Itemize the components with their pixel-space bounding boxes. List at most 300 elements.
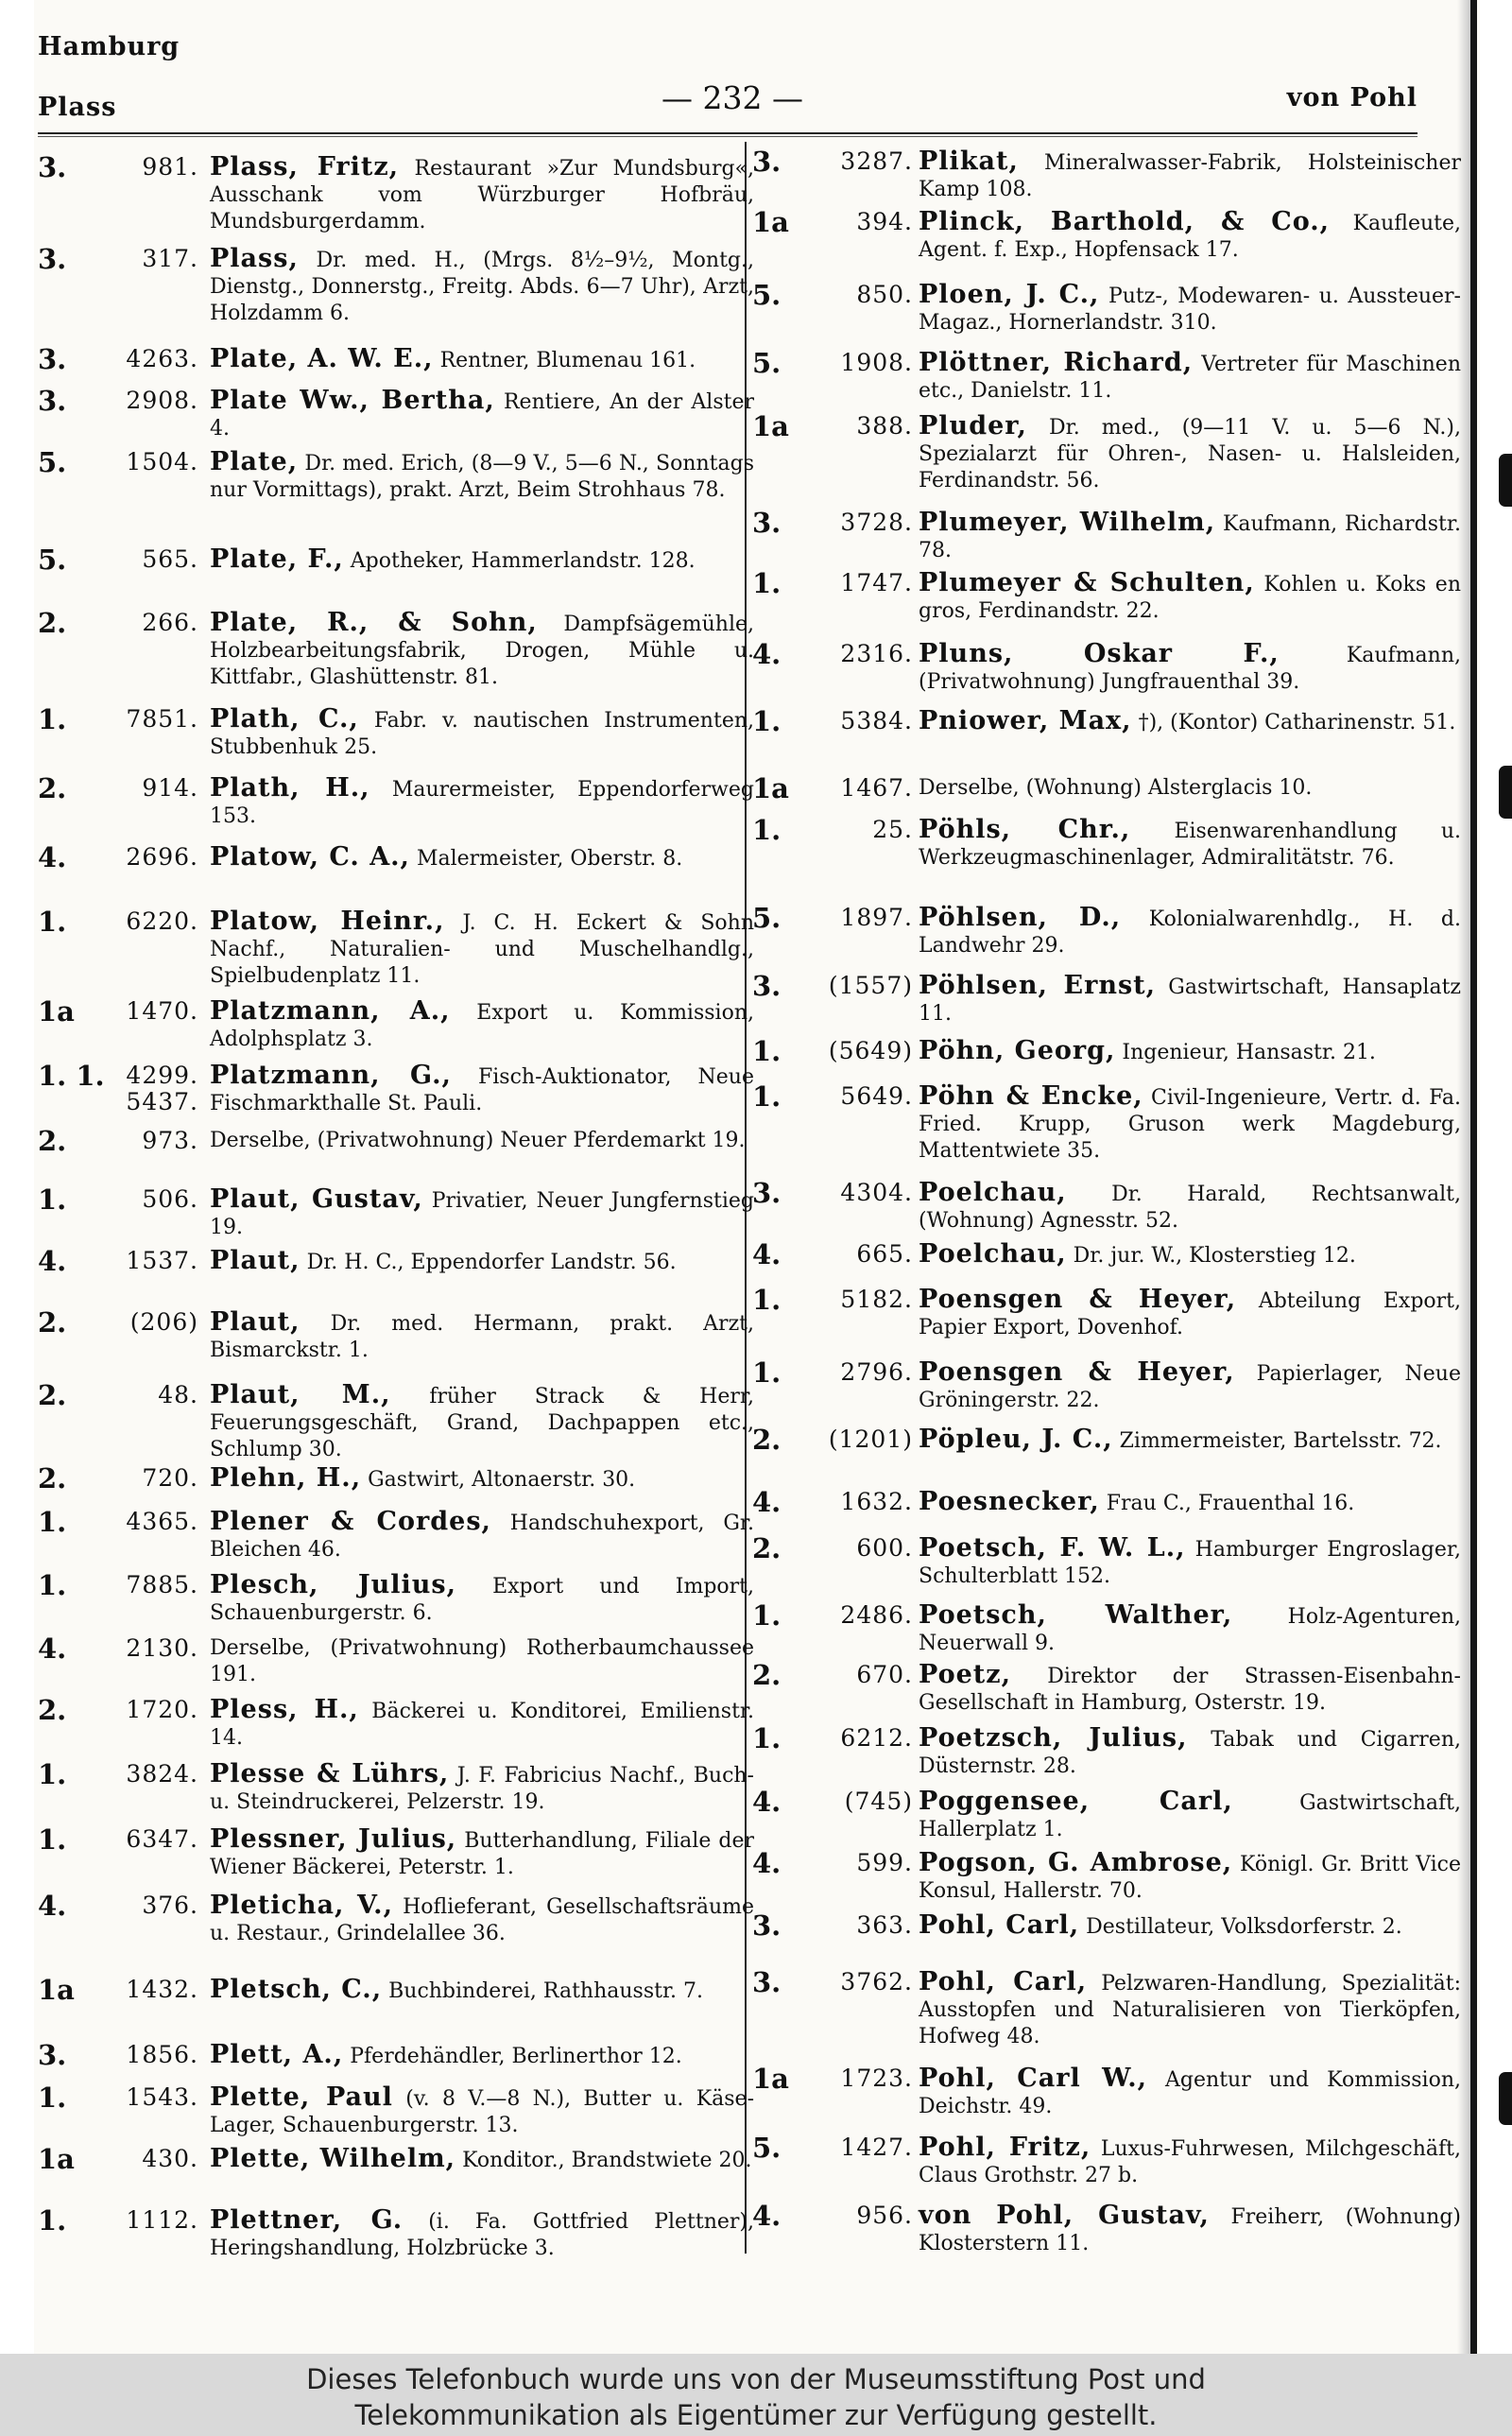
- entry-description: [919, 1083, 1461, 1165]
- entry-description: [919, 1969, 1461, 2050]
- phone-number: 266.: [142, 609, 198, 636]
- subscriber-name: Pohl, Carl,: [919, 1967, 1088, 1996]
- subscriber-name: Pöhlsen, D.,: [919, 903, 1122, 932]
- header-right-catchword: von Pohl: [1286, 83, 1418, 112]
- subscriber-name: Pöhlsen, Ernst,: [919, 971, 1157, 1000]
- phone-number: 1720.: [126, 1696, 198, 1723]
- phone-number: 394.: [856, 208, 913, 235]
- exchange-district: 4.: [752, 1238, 782, 1270]
- phone-number: 2130.: [126, 1634, 198, 1662]
- subscriber-name: Pleticha, V.,: [210, 1891, 393, 1920]
- exchange-district: 3.: [752, 1177, 782, 1209]
- phone-number: 376.: [142, 1892, 198, 1919]
- entry-description: [210, 1309, 754, 1364]
- phone-number: 1723.: [840, 2065, 913, 2092]
- phone-number: 1504.: [126, 448, 198, 475]
- entry-description: [919, 209, 1461, 264]
- entry-description: [210, 610, 754, 691]
- footer-notice: [0, 2354, 1512, 2436]
- phone-number: 7851.: [126, 705, 198, 733]
- subscriber-details: (v. 8 V.—8 N.), Butter u. Käse-Lager, Schauenburgerstr. 13.: [210, 2087, 755, 2137]
- subscriber-name: Platzmann, G.,: [210, 1061, 452, 1090]
- exchange-district: 4.: [38, 1245, 67, 1277]
- exchange-district: 1a: [752, 206, 789, 238]
- subscriber-details: Apotheker, Hammerlandstr. 128.: [350, 549, 696, 573]
- subscriber-details: Gastwirtschaft, Hansaplatz 11.: [919, 976, 1461, 1026]
- entry-description: [919, 1602, 1461, 1657]
- phone-number: 1897.: [840, 904, 913, 931]
- exchange-district: 2.: [38, 1694, 67, 1726]
- subscriber-details: Butterhandlung, Filiale der Wiener Bäckerei, Peterstr. 1.: [210, 1829, 754, 1879]
- phone-number: (206): [129, 1308, 198, 1336]
- exchange-district: 1.: [38, 2204, 67, 2237]
- subscriber-details: J. C. H. Eckert & Sohn Nachf., Naturalien- und Muschelhandlg., Spielbudenplatz 11.: [210, 911, 754, 988]
- subscriber-details: Dr. jur. W., Klosterstieg 12.: [1073, 1244, 1356, 1268]
- subscriber-details: Bäckerei u. Konditorei, Emilienstr. 14.: [210, 1700, 755, 1750]
- entry-description: [210, 1761, 754, 1816]
- subscriber-name: Plehn, H.,: [210, 1463, 362, 1493]
- subscriber-details: Malermeister, Oberstr. 8.: [416, 847, 683, 871]
- subscriber-details: Destillateur, Volksdorferstr. 2.: [1086, 1915, 1402, 1939]
- phone-number: 7885.: [126, 1571, 198, 1598]
- subscriber-name: Plate, F.,: [210, 544, 344, 574]
- phone-number: 2908.: [126, 387, 198, 414]
- subscriber-name: von Pohl, Gustav,: [919, 2201, 1210, 2230]
- exchange-district: 1.: [752, 1356, 782, 1389]
- subscriber-details: Dr. med., (9—11 V. u. 5—6 N.), Spezialarzt für Ohren-, Nasen- u. Halsleiden, Ferdinandstr. 56.: [919, 416, 1461, 492]
- subscriber-name: Platzmann, A.,: [210, 996, 451, 1026]
- subscriber-details: Holz-Agenturen, Neuerwall 9.: [919, 1605, 1461, 1655]
- subscriber-details: Tabak und Cigarren, Düsternstr. 28.: [919, 1728, 1461, 1778]
- entry-description: [919, 1359, 1461, 1414]
- exchange-district: 1.: [752, 1599, 782, 1632]
- entry-description: [210, 2207, 754, 2262]
- exchange-district: 5.: [752, 347, 782, 379]
- phone-number: 720.: [142, 1464, 198, 1492]
- subscriber-details: Ingenieur, Hansastr. 21.: [1122, 1041, 1376, 1064]
- subscriber-details: †), (Kontor) Catharinenstr. 51.: [1138, 711, 1456, 734]
- exchange-district: 4.: [752, 638, 782, 670]
- subscriber-details: Frau C., Frauenthal 16.: [1106, 1492, 1355, 1515]
- subscriber-details: Pferdehändler, Berlinerthor 12.: [350, 2045, 682, 2068]
- subscriber-details: Freiherr, (Wohnung) Klosterstern 11.: [919, 2205, 1461, 2255]
- phone-number: 317.: [142, 245, 198, 272]
- phone-number: 850.: [856, 281, 913, 308]
- exchange-district: 5.: [752, 279, 782, 311]
- phone-number: 2316.: [840, 640, 913, 667]
- subscriber-details: Buchbinderei, Rathhausstr. 7.: [388, 1979, 704, 2003]
- exchange-district: 3.: [38, 2039, 67, 2071]
- exchange-district: 4.: [752, 2200, 782, 2232]
- subscriber-name: Plette, Wilhelm,: [210, 2144, 456, 2173]
- subscriber-details: Gastwirt, Altonaerstr. 30.: [368, 1468, 636, 1492]
- exchange-district: 2.: [752, 1424, 782, 1456]
- entry-description: [919, 641, 1461, 696]
- phone-number: 5384.: [840, 707, 913, 734]
- subscriber-details: Dr. H. C., Eppendorfer Landstr. 56.: [306, 1251, 677, 1274]
- phone-number: 430.: [142, 2145, 198, 2172]
- phone-number: 6212.: [840, 1724, 913, 1752]
- subscriber-name: Poggensee, Carl,: [919, 1787, 1233, 1816]
- entry-description: [210, 154, 754, 235]
- entry-description: [210, 1826, 754, 1881]
- subscriber-details: Derselbe, (Privatwohnung) Neuer Pferdemarkt 19.: [210, 1129, 746, 1152]
- phone-number: 670.: [856, 1661, 913, 1688]
- subscriber-name: Plöttner, Richard,: [919, 348, 1194, 377]
- exchange-district: 3.: [752, 970, 782, 1002]
- exchange-district: 2.: [38, 607, 67, 639]
- phone-number: 914.: [142, 774, 198, 802]
- phone-number: 1432.: [126, 1976, 198, 2003]
- entry-description: [919, 148, 1461, 203]
- subscriber-name: Plumeyer, Wilhelm,: [919, 508, 1216, 537]
- exchange-district: 1.: [752, 814, 782, 846]
- phone-number: 1543.: [126, 2083, 198, 2111]
- subscriber-name: Plate,: [210, 447, 299, 476]
- entry-description: [919, 350, 1461, 405]
- exchange-district: 1.: [752, 567, 782, 599]
- binding-edge: [1470, 0, 1477, 2354]
- subscriber-details: Fabr. v. nautischen Instrumenten, Stubbenhuk 25.: [210, 709, 754, 759]
- entry-description: [210, 2084, 754, 2139]
- subscriber-name: Pohl, Carl,: [919, 1910, 1080, 1940]
- phone-number: 1467.: [840, 774, 913, 802]
- entry-description: [919, 570, 1461, 625]
- entry-description: [210, 998, 754, 1053]
- entry-description: [919, 2203, 1461, 2257]
- exchange-district: 2.: [752, 1659, 782, 1691]
- subscriber-details: Hoflieferant, Gesellschaftsräume u. Restaur., Grindelallee 36.: [210, 1895, 754, 1945]
- subscriber-details: Fisch-Auktionator, Neue Fischmarkthalle St. Pauli.: [210, 1065, 754, 1115]
- exchange-district: 1.: [38, 1823, 67, 1856]
- phone-number: 5182.: [840, 1286, 913, 1313]
- entry-description: [210, 908, 754, 990]
- exchange-district: 4.: [752, 1847, 782, 1879]
- phone-number: 599.: [856, 1849, 913, 1876]
- subscriber-details: Kaufmann, Richardstr. 78.: [919, 512, 1461, 562]
- exchange-district: 1.: [38, 906, 67, 938]
- entry-description: [919, 973, 1461, 1028]
- subscriber-details: Königl. Gr. Britt Vice Konsul, Hallerstr. 70.: [919, 1853, 1461, 1903]
- phone-number: 6220.: [126, 907, 198, 935]
- subscriber-name: Plett, A.,: [210, 2040, 344, 2069]
- exchange-district: 1a: [752, 772, 789, 804]
- entry-description: [210, 844, 754, 872]
- subscriber-name: Pöhls, Chr.,: [919, 815, 1131, 844]
- subscriber-name: Plate, R., & Sohn,: [210, 608, 538, 637]
- subscriber-name: Poensgen & Heyer,: [919, 1285, 1237, 1314]
- subscriber-details: Kohlen u. Koks en gros, Ferdinandstr. 22.: [919, 573, 1461, 623]
- header-city: Hamburg: [38, 32, 180, 61]
- subscriber-name: Plinck, Barthold, & Co.,: [919, 207, 1331, 236]
- subscriber-name: Plate Ww., Bertha,: [210, 386, 495, 415]
- entry-description: [210, 1572, 754, 1627]
- phone-number: 1112.: [126, 2206, 198, 2234]
- subscriber-name: Pogson, G. Ambrose,: [919, 1848, 1233, 1877]
- exchange-district: 1a: [752, 2063, 789, 2095]
- entry-description: [919, 1662, 1461, 1717]
- exchange-district: 1.: [38, 1506, 67, 1538]
- subscriber-details: Dr. med. Hermann, prakt. Arzt, Bismarckstr. 1.: [210, 1312, 754, 1362]
- phone-number: 3287.: [840, 147, 913, 175]
- entry-description: [210, 775, 754, 830]
- exchange-district: 1a: [38, 1974, 75, 2006]
- entry-description: [919, 1850, 1461, 1905]
- subscriber-name: Plumeyer & Schulten,: [919, 568, 1255, 597]
- phone-number: 1632.: [840, 1488, 913, 1515]
- subscriber-name: Platow, C. A.,: [210, 842, 410, 872]
- subscriber-name: Plesch, Julius,: [210, 1570, 457, 1599]
- exchange-district: 1a: [38, 2143, 75, 2175]
- subscriber-details: Papierlager, Neue Gröningerstr. 22.: [919, 1362, 1461, 1412]
- entry-description: [210, 346, 754, 374]
- subscriber-name: Plettner, G.: [210, 2205, 404, 2235]
- subscriber-details: Mineralwasser-Fabrik, Holsteinischer Kamp 108.: [919, 151, 1462, 201]
- entry-description: [919, 1489, 1461, 1517]
- phone-number: 981.: [142, 153, 198, 181]
- entry-description: [210, 1186, 754, 1241]
- subscriber-name: Platow, Heinr.,: [210, 907, 445, 936]
- exchange-district: 1.: [752, 1035, 782, 1067]
- footer-line-2: Telekommunikation als Eigentümer zur Verfügung gestellt.: [354, 2399, 1158, 2431]
- subscriber-details: Gastwirtschaft, Hallerplatz 1.: [919, 1791, 1461, 1841]
- subscriber-name: Plesse & Lührs,: [210, 1759, 450, 1788]
- subscriber-name: Pöhn, Georg,: [919, 1036, 1116, 1065]
- phone-number: (745): [844, 1788, 913, 1815]
- phone-number: 363.: [856, 1911, 913, 1939]
- phone-number: (1557): [828, 972, 913, 999]
- subscriber-details: Eisenwarenhandlung u. Werkzeugmaschinenlager, Admiralitätstr. 76.: [919, 820, 1461, 870]
- phone-number: 4304.: [840, 1179, 913, 1206]
- exchange-district: 5.: [38, 544, 67, 576]
- entry-description: [210, 1697, 754, 1752]
- entry-description: [210, 1248, 754, 1276]
- footer-line-1: Dieses Telefonbuch wurde uns von der Museumsstiftung Post und: [306, 2363, 1206, 2395]
- phone-number: 5649.: [840, 1082, 913, 1110]
- exchange-district: 1.: [38, 1569, 67, 1601]
- phone-number: 506.: [142, 1185, 198, 1213]
- subscriber-name: Pohl, Fritz,: [919, 2133, 1091, 2162]
- subscriber-details: Kaufmann, (Privatwohnung) Jungfrauenthal 39.: [919, 644, 1461, 694]
- exchange-district: 2.: [38, 772, 67, 804]
- subscriber-details: Dr. med. Erich, (8—9 V., 5—6 N., Sonntags nur Vormittags), prakt. Arzt, Beim Strohhaus 78.: [210, 452, 754, 502]
- entry-description: [210, 1892, 754, 1947]
- entry-description: [919, 282, 1461, 337]
- exchange-district: 1.: [752, 1080, 782, 1113]
- entry-description: [919, 2065, 1461, 2120]
- binding-tab: [1499, 454, 1512, 507]
- subscriber-details: Dr. med. H., (Mrgs. 8½–9½, Montg., Dienstg., Donnerstg., Freitg. Abds. 6—7 Uhr), Arzt, Holzdamm 6.: [210, 249, 754, 325]
- exchange-district: 3.: [752, 146, 782, 178]
- subscriber-name: Poetsch, Walther,: [919, 1600, 1233, 1630]
- subscriber-name: Poelchau,: [919, 1178, 1067, 1207]
- exchange-district: 3.: [38, 151, 67, 183]
- exchange-district: 3.: [752, 1966, 782, 1998]
- subscriber-name: Pluns, Oskar F.,: [919, 639, 1280, 668]
- phone-number: 973.: [142, 1127, 198, 1154]
- exchange-district: 3.: [752, 1909, 782, 1942]
- exchange-district: 5.: [38, 446, 67, 478]
- entry-description: [919, 2134, 1461, 2189]
- subscriber-name: Ploen, J. C.,: [919, 280, 1100, 309]
- exchange-district: 4.: [38, 841, 67, 873]
- subscriber-name: Plessner, Julius,: [210, 1824, 457, 1854]
- exchange-district: 1.: [38, 703, 67, 735]
- phone-number: (5649): [828, 1037, 913, 1064]
- phone-number: 565.: [142, 545, 198, 573]
- binding-tab: [1499, 766, 1512, 819]
- subscriber-name: Plener & Cordes,: [210, 1507, 491, 1536]
- subscriber-name: Plette, Paul: [210, 2082, 393, 2112]
- subscriber-details: früher Strack & Herr, Feuerungsgeschäft, Grand, Dachpappen etc., Schlump 30.: [210, 1385, 754, 1461]
- exchange-district: 3.: [38, 243, 67, 275]
- entry-description: [210, 449, 754, 504]
- subscriber-details: Zimmermeister, Bartelsstr. 72.: [1119, 1429, 1442, 1453]
- entry-description: [210, 1465, 754, 1494]
- subscriber-name: Plass, Fritz,: [210, 152, 400, 181]
- phone-number: 4299. 5437.: [126, 1062, 198, 1115]
- exchange-district: 1.: [38, 2082, 67, 2114]
- binding-tab: [1499, 2072, 1512, 2125]
- phone-number: 2486.: [840, 1601, 913, 1629]
- subscriber-details: Konditor., Brandstwiete 20.: [462, 2149, 752, 2172]
- subscriber-name: Pöhn & Encke,: [919, 1081, 1143, 1111]
- exchange-district: 1.: [38, 1758, 67, 1790]
- entry-description: [210, 1977, 754, 2005]
- subscriber-details: Derselbe, (Privatwohnung) Rotherbaumchaussee 191.: [210, 1636, 754, 1686]
- subscriber-name: Plath, C.,: [210, 704, 359, 734]
- phone-number: 600.: [856, 1534, 913, 1562]
- exchange-district: 2.: [38, 1306, 67, 1339]
- exchange-district: 4.: [38, 1890, 67, 1922]
- subscriber-name: Poetzsch, Julius,: [919, 1723, 1188, 1753]
- header-left-catchword: Plass: [38, 93, 117, 122]
- exchange-district: 3.: [38, 385, 67, 417]
- subscriber-name: Pless, H.,: [210, 1695, 359, 1724]
- subscriber-details: Rentiere, An der Alster 4.: [210, 390, 755, 441]
- subscriber-name: Poesnecker,: [919, 1487, 1100, 1516]
- entry-description: [210, 1382, 754, 1463]
- subscriber-name: Poetz,: [919, 1660, 1011, 1689]
- exchange-district: 2.: [38, 1379, 67, 1411]
- phone-number: 4263.: [126, 345, 198, 372]
- subscriber-name: Plass,: [210, 244, 299, 273]
- entry-description: [210, 388, 754, 442]
- subscriber-details: Maurermeister, Eppendorferweg 153.: [210, 778, 754, 828]
- phone-number: 3824.: [126, 1760, 198, 1788]
- exchange-district: 1a: [38, 995, 75, 1028]
- header-rule: [38, 132, 1418, 137]
- subscriber-details: Dampfsägemühle, Holzbearbeitungsfabrik, Drogen, Mühle u. Kittfabr., Glashüttenstr. 81.: [210, 613, 754, 689]
- exchange-district: 3.: [38, 343, 67, 375]
- phone-number: 1747.: [840, 569, 913, 596]
- subscriber-name: Plikat,: [919, 147, 1019, 176]
- subscriber-name: Pöpleu, J. C.,: [919, 1425, 1113, 1454]
- subscriber-details: (i. Fa. Gottfried Plettner), Heringshandlung, Holzbrücke 3.: [210, 2210, 755, 2260]
- exchange-district: 3.: [752, 507, 782, 539]
- exchange-district: 5.: [752, 2132, 782, 2164]
- entry-description: [919, 1180, 1461, 1235]
- subscriber-details: Privatier, Neuer Jungfernstieg 19.: [210, 1189, 754, 1239]
- exchange-district: 1.: [38, 1183, 67, 1216]
- subscriber-details: Kolonialwarenhdlg., H. d. Landwehr 29.: [919, 907, 1461, 958]
- entry-description: [210, 2042, 754, 2070]
- exchange-district: 1a: [752, 410, 789, 442]
- subscriber-details: Abteilung Export, Papier Export, Dovenhof.: [919, 1289, 1462, 1339]
- entry-description: [210, 246, 754, 327]
- subscriber-details: Restaurant »Zur Mundsburg«, Ausschank vom Würzburger Hofbräu, Mundsburgerdamm.: [210, 157, 754, 233]
- subscriber-details: Export und Import, Schauenburgerstr. 6.: [210, 1575, 755, 1625]
- entry-description: [919, 1912, 1461, 1941]
- exchange-district: 1. 1.: [38, 1060, 105, 1092]
- entry-description: [919, 1287, 1461, 1341]
- phone-number: 1470.: [126, 997, 198, 1025]
- entry-description: [919, 1725, 1461, 1780]
- phone-number: 4365.: [126, 1508, 198, 1535]
- subscriber-name: Plaut, M.,: [210, 1380, 391, 1409]
- entry-description: [919, 1038, 1461, 1066]
- subscriber-name: Plaut, Gustav,: [210, 1184, 423, 1214]
- exchange-district: 2.: [38, 1462, 67, 1494]
- subscriber-name: Plaut,: [210, 1307, 301, 1337]
- entry-description: [919, 708, 1461, 736]
- entry-description: [919, 413, 1461, 494]
- subscriber-details: Kaufleute, Agent. f. Exp., Hopfensack 17.: [919, 212, 1461, 262]
- phone-number: 1908.: [840, 349, 913, 376]
- subscriber-details: Agentur und Kommission, Deichstr. 49.: [919, 2068, 1461, 2118]
- subscriber-details: Hamburger Engroslager, Schulterblatt 152.: [919, 1538, 1461, 1588]
- subscriber-details: Putz-, Modewaren- u. Aussteuer-Magaz., Hornerlandstr. 310.: [919, 285, 1461, 335]
- subscriber-name: Pniower, Max,: [919, 706, 1132, 735]
- phone-number: 25.: [872, 816, 913, 843]
- subscriber-name: Plate, A. W. E.,: [210, 344, 434, 373]
- phone-number: 48.: [158, 1381, 198, 1408]
- entry-description: [210, 546, 754, 575]
- page-number: — 232 —: [662, 79, 803, 116]
- exchange-district: 4.: [752, 1486, 782, 1518]
- subscriber-name: Poensgen & Heyer,: [919, 1357, 1235, 1387]
- phone-number: 665.: [856, 1240, 913, 1268]
- exchange-district: 2.: [752, 1532, 782, 1564]
- subscriber-details: Luxus-Fuhrwesen, Milchgeschäft, Claus Grothstr. 27 b.: [919, 2137, 1462, 2187]
- subscriber-details: Handschuhexport, Gr. Bleichen 46.: [210, 1512, 755, 1562]
- subscriber-name: Pletsch, C.,: [210, 1975, 383, 2004]
- exchange-district: 1.: [752, 1722, 782, 1754]
- entry-description: [919, 817, 1461, 872]
- entry-description: [919, 510, 1461, 564]
- entry-description: [919, 1426, 1461, 1455]
- phone-number: 3762.: [840, 1968, 913, 1995]
- subscriber-details: Direktor der Strassen-Eisenbahn-Gesellschaft in Hamburg, Osterstr. 19.: [919, 1665, 1461, 1715]
- phone-number: 388.: [856, 412, 913, 440]
- exchange-district: 4.: [38, 1633, 67, 1665]
- subscriber-name: Poelchau,: [919, 1239, 1067, 1269]
- entry-description: [210, 2146, 754, 2174]
- phone-number: 6347.: [126, 1825, 198, 1853]
- exchange-district: 1.: [752, 705, 782, 737]
- phone-number: 2696.: [126, 843, 198, 871]
- subscriber-details: Pelzwaren-Handlung, Spezialität: Ausstopfen und Naturalisieren von Tierköpfen, Hofweg 48.: [919, 1972, 1461, 2048]
- subscriber-details: J. F. Fabricius Nachf., Buch- u. Steindruckerei, Pelzerstr. 19.: [210, 1764, 754, 1814]
- exchange-district: 4.: [752, 1786, 782, 1818]
- entry-description: [919, 905, 1461, 959]
- subscriber-details: Vertreter für Maschinen etc., Danielstr. 11.: [919, 353, 1461, 403]
- phone-number: (1201): [828, 1425, 913, 1453]
- phone-number: 1537.: [126, 1247, 198, 1274]
- exchange-district: 1.: [752, 1284, 782, 1316]
- subscriber-details: Export u. Kommission, Adolphsplatz 3.: [210, 1001, 754, 1051]
- phone-number: 1427.: [840, 2134, 913, 2161]
